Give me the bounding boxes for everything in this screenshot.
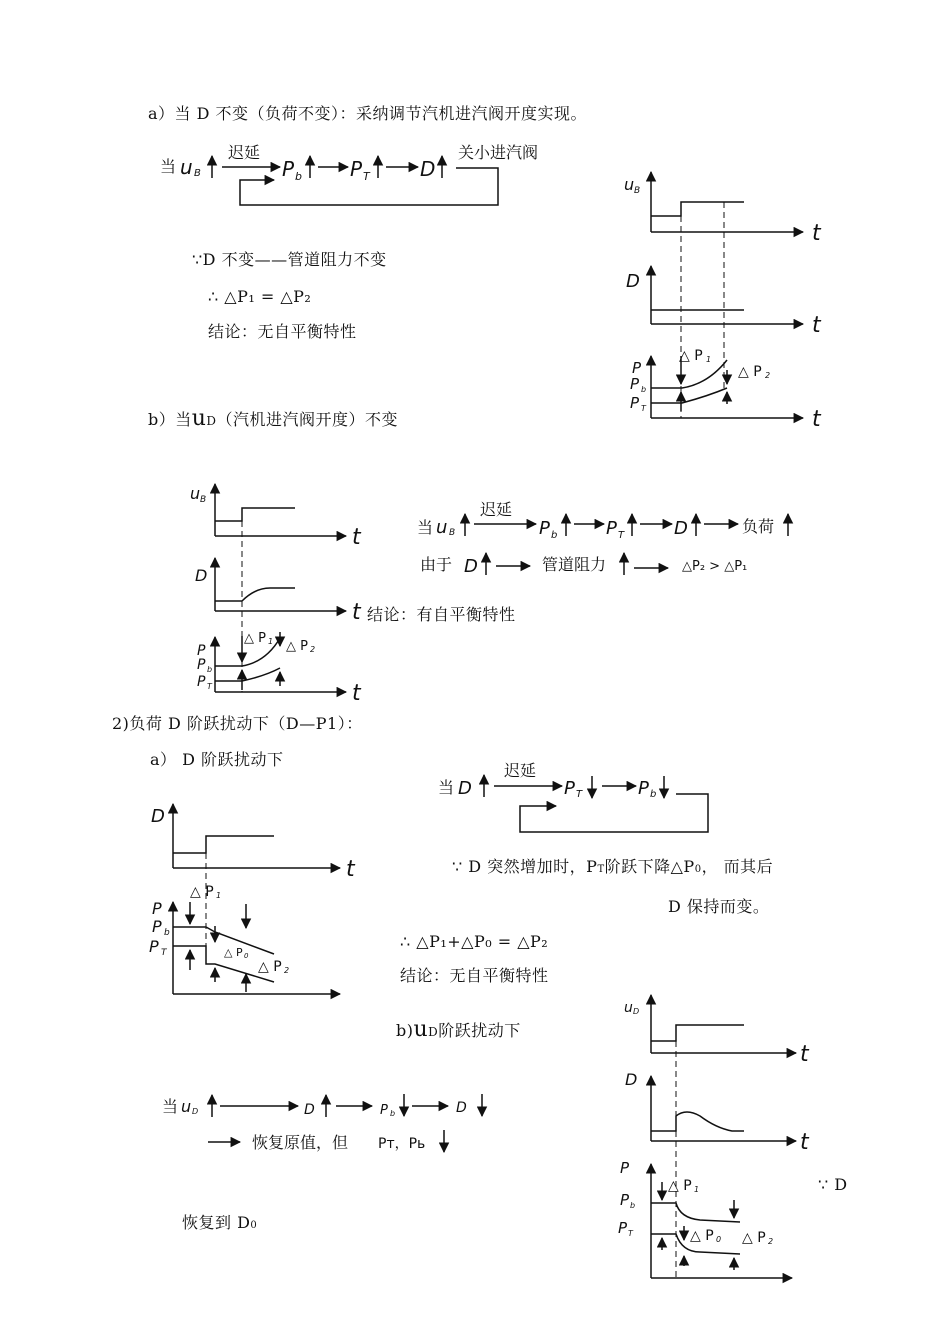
svg-text:△ P: △ P [668, 1178, 692, 1194]
flow-diagram-a2 [438, 761, 708, 832]
svg-text:P: P [152, 917, 162, 936]
flow-a1-pt-sub: T [363, 170, 370, 183]
svg-text:t: t [812, 313, 821, 338]
svg-text:管道阻力: 管道阻力 [542, 555, 607, 574]
flow-a1-close-valve: 关小进汽阀 [458, 143, 539, 162]
axis-label-d: D [626, 271, 640, 292]
svg-text:当: 当 [438, 778, 455, 797]
b2-restore-prefix: 恢复到 D [182, 1213, 251, 1232]
b2-heading-sub: D [428, 1025, 439, 1039]
svg-text:P: P [630, 394, 640, 412]
flow-diagram-b1 [417, 500, 788, 577]
svg-text:P: P [539, 518, 550, 539]
svg-text:D: D [195, 566, 208, 585]
svg-text:P: P [197, 643, 206, 659]
b1-heading-prefix: b）当 [148, 410, 192, 429]
svg-text:D: D [458, 778, 472, 799]
svg-text:b: b [630, 1201, 636, 1210]
axis-label-p: P [632, 359, 642, 377]
svg-text:P: P [197, 657, 206, 673]
svg-text:T: T [207, 682, 212, 691]
svg-text:负荷: 负荷 [742, 517, 775, 536]
svg-text:B: B [634, 186, 641, 196]
svg-text:当: 当 [417, 518, 434, 537]
svg-text:△ P: △ P [244, 631, 266, 646]
svg-text:P: P [149, 937, 159, 956]
svg-text:2: 2 [284, 966, 290, 975]
a2-reason-part1: ∵ D 突然增加时，P [452, 857, 598, 876]
svg-text:P: P [620, 1159, 630, 1177]
svg-text:1: 1 [268, 637, 274, 646]
curve-pt-b1 [215, 668, 280, 681]
svg-text:D: D [304, 1102, 315, 1118]
svg-text:2: 2 [310, 645, 316, 654]
svg-text:D: D [464, 556, 478, 577]
flow-a1-pt: P [350, 157, 363, 181]
curve-pb-b2 [651, 1203, 740, 1222]
axis-label-t: t [812, 221, 821, 246]
section-a1-heading: a）当 D 不变（负荷不变）：采纳调节汽机进汽阀开度实现。 [148, 104, 588, 123]
svg-text:Pт，Pь: Pт，Pь [378, 1136, 426, 1152]
svg-text:t: t [352, 600, 361, 625]
response-chart-b1 [190, 484, 362, 706]
section-b2-because: ∵ D [818, 1175, 848, 1194]
svg-text:2: 2 [765, 371, 771, 380]
label-dp2: △ P [738, 364, 762, 380]
svg-text:0: 0 [716, 1235, 722, 1244]
svg-text:恢复原值，但: 恢复原值，但 [252, 1133, 349, 1152]
a2-reason-sub-t: T [597, 864, 605, 875]
svg-text:T: T [576, 789, 583, 800]
section-a1-conclusion: 结论：无自平衡特性 [208, 322, 357, 341]
svg-text:T: T [628, 1229, 633, 1238]
svg-text:P: P [380, 1103, 388, 1118]
label-dp1: △ P [679, 348, 703, 364]
response-chart-a2 [149, 804, 356, 994]
svg-text:u: u [190, 484, 201, 503]
svg-text:T: T [161, 948, 167, 958]
svg-text:1: 1 [706, 355, 712, 364]
svg-text:D: D [456, 1100, 467, 1116]
flow-a1-when: 当 [160, 157, 177, 176]
a2-reason-part2: 阶跃下降△P [604, 857, 695, 876]
a2-reason-sub-0: 0 [694, 864, 702, 875]
svg-text:△ P: △ P [742, 1230, 766, 1246]
curve-d-b2 [651, 1112, 744, 1131]
svg-text:b: b [390, 1109, 396, 1118]
svg-text:△ P: △ P [258, 959, 282, 975]
svg-text:t: t [812, 407, 821, 432]
svg-text:u: u [624, 1000, 633, 1016]
svg-text:D: D [151, 806, 165, 827]
svg-text:D: D [625, 1070, 638, 1089]
svg-text:P: P [152, 899, 162, 918]
flow-a1-ub-sub: B [194, 168, 201, 179]
svg-text:u: u [436, 517, 448, 538]
svg-text:迟延: 迟延 [480, 500, 513, 519]
svg-text:b: b [551, 530, 558, 541]
svg-text:△ P: △ P [224, 946, 243, 959]
section-a2-reason-line2: D 保持而变。 [668, 897, 770, 916]
svg-text:t: t [352, 681, 361, 706]
b2-restore-sub: 0 [250, 1220, 258, 1231]
svg-text:b: b [650, 789, 657, 800]
section-a2-therefore: ∴ △P₁+△P₀ = △P₂ [400, 932, 549, 951]
flow-a1-delay: 迟延 [228, 143, 261, 162]
svg-text:△ P: △ P [690, 1228, 714, 1244]
svg-text:T: T [618, 530, 625, 541]
section-a2-heading: a） D 阶跃扰动下 [150, 750, 284, 769]
section-a2-conclusion: 结论：无自平衡特性 [400, 966, 549, 985]
step-line-ub-b1 [215, 508, 295, 521]
svg-text:B: B [200, 495, 207, 505]
svg-text:T: T [641, 404, 646, 413]
axis-label-ub: u [624, 175, 635, 194]
flow-a1-d: D [420, 157, 436, 181]
svg-text:t: t [800, 1130, 809, 1155]
section-b1-conclusion: 结论：有自平衡特性 [367, 605, 516, 624]
svg-text:t: t [346, 857, 355, 882]
svg-text:△P₂ > △P₁: △P₂ > △P₁ [682, 559, 748, 574]
curve-pt [651, 388, 727, 403]
a2-reason-part3: ， 而其后 [701, 857, 774, 876]
flow-diagram-b2 [162, 1094, 482, 1152]
section-a1-reason: ∵D 不变——管道阻力不变 [192, 250, 387, 269]
b1-heading-suffix: （汽机进汽阀开度）不变 [216, 410, 399, 429]
svg-text:D: D [674, 518, 688, 539]
b2-heading-symbol: u [413, 1017, 429, 1042]
svg-text:b: b [641, 385, 647, 394]
flow-a1-pb-sub: b [295, 170, 302, 183]
section-a1-therefore: ∴ △P₁ = △P₂ [208, 287, 312, 306]
svg-text:P: P [606, 518, 617, 539]
svg-text:△ P: △ P [286, 639, 308, 654]
flow-a1-ub: u [180, 155, 193, 179]
svg-text:D: D [192, 1107, 199, 1116]
svg-text:D: D [633, 1007, 640, 1016]
svg-text:1: 1 [694, 1185, 700, 1194]
b1-heading-sub: D [206, 414, 217, 428]
svg-text:2: 2 [768, 1237, 774, 1246]
response-chart-a1 [624, 172, 822, 432]
svg-text:由于: 由于 [420, 555, 453, 574]
b1-heading-symbol: u [191, 406, 207, 431]
response-chart-b2 [618, 995, 810, 1278]
svg-text:b: b [164, 928, 170, 938]
section-2-heading: 2)负荷 D 阶跃扰动下（D—P1）： [112, 714, 363, 733]
svg-text:t: t [352, 525, 361, 550]
svg-text:△ P: △ P [190, 884, 214, 900]
svg-text:1: 1 [216, 891, 222, 900]
flow-a1-pb: P [282, 157, 295, 181]
svg-text:P: P [618, 1219, 628, 1237]
step-line-ud-b2 [651, 1025, 744, 1041]
svg-text:t: t [800, 1042, 809, 1067]
b2-heading-prefix: b) [396, 1021, 414, 1040]
svg-text:P: P [638, 778, 649, 799]
step-line-d-a2 [173, 836, 274, 853]
svg-text:P: P [620, 1191, 630, 1209]
step-line-ub [651, 202, 744, 216]
svg-text:0: 0 [244, 952, 249, 960]
flow-diagram-a1 [160, 143, 538, 205]
svg-text:P: P [630, 375, 640, 393]
svg-text:当: 当 [162, 1097, 179, 1116]
svg-text:B: B [449, 528, 456, 538]
b2-heading-suffix: 阶跃扰动下 [438, 1021, 521, 1040]
svg-text:u: u [181, 1097, 192, 1116]
svg-text:P: P [197, 674, 206, 690]
curve-pb [651, 360, 727, 388]
curve-d-b1 [215, 588, 295, 601]
svg-text:P: P [564, 778, 575, 799]
svg-text:b: b [207, 665, 213, 674]
svg-text:迟延: 迟延 [504, 761, 537, 780]
